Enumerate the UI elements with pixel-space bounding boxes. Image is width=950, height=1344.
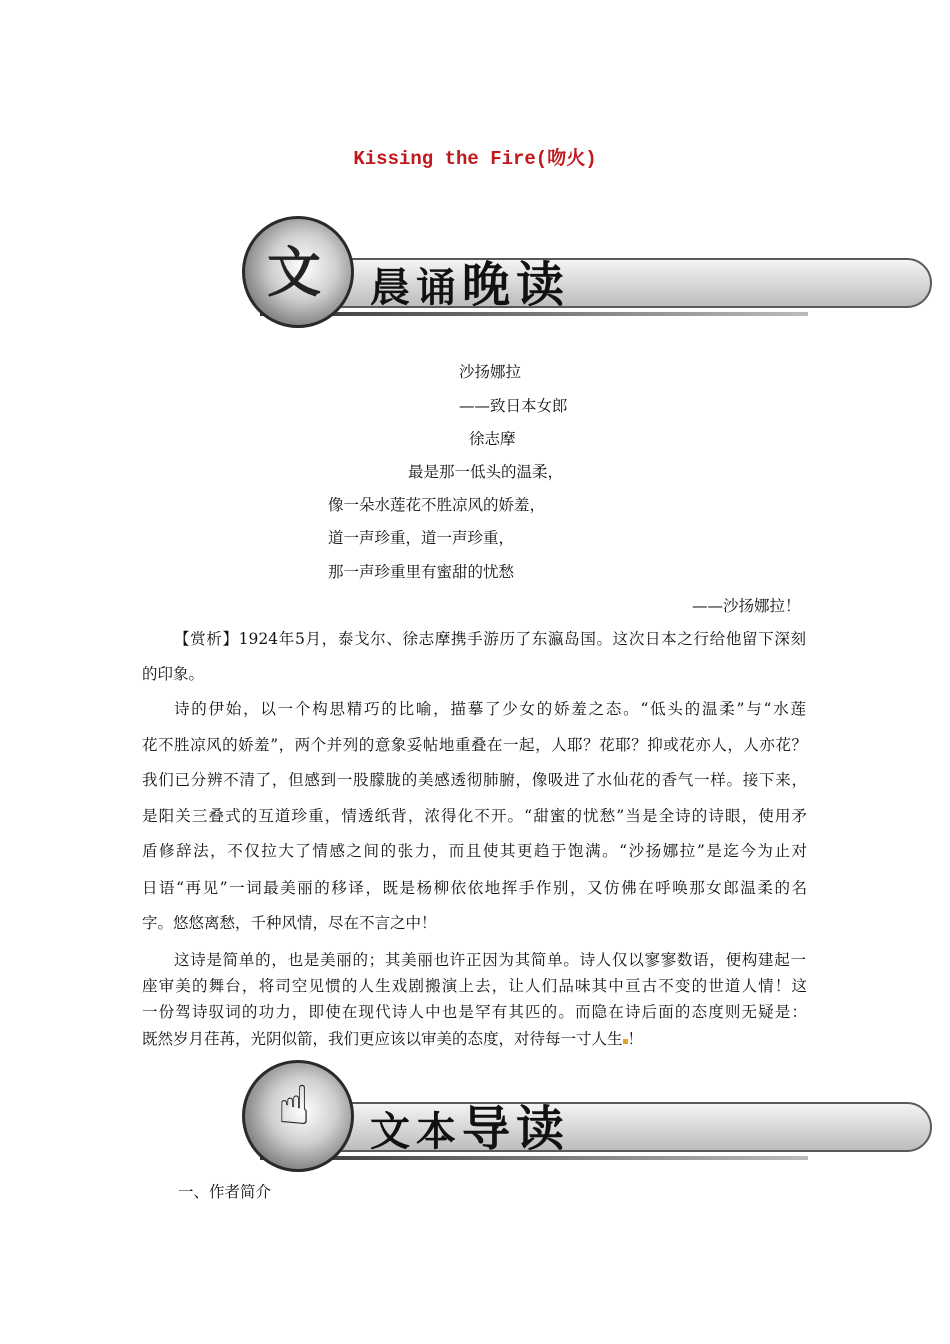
poem-subtitle: ——致日本女郎 xyxy=(459,397,568,415)
paragraph-line: 的印象。 xyxy=(142,665,205,683)
paragraph-line: 既然岁月荏苒，光阴似箭，我们更应该以审美的态度，对待每一寸人生 ！ xyxy=(142,1030,644,1048)
section-banner-text-guide xyxy=(240,1060,810,1170)
paragraph-line: 一份驾诗驭词的功力，即使在现代诗人中也是罕有其匹的。而隐在诗后面的态度则无疑是： xyxy=(142,1003,807,1021)
poem-line: 道一声珍重，道一声珍重， xyxy=(328,529,515,547)
poem-title: 沙扬娜拉 xyxy=(459,363,522,381)
section-banner-morning-reading xyxy=(240,216,810,326)
section-heading: 一、作者简介 xyxy=(178,1183,272,1201)
poem-line: 最是那一低头的温柔， xyxy=(408,463,564,481)
paragraph-line: 盾修辞法，不仅拉大了情感之间的张力，而且使其更趋于饱满。“沙扬娜拉”是迄今为止对 xyxy=(142,842,807,860)
poem-line: 那一声珍重里有蜜甜的忧愁 xyxy=(328,563,515,581)
paragraph-line: 【赏析】1924年5月，泰戈尔、徐志摩携手游历了东瀛岛国。这次日本之行给他留下深刻 xyxy=(174,630,806,648)
paragraph-line: 我们已分辨不清了，但感到一股朦胧的美感透彻肺腑，像吸进了水仙花的香气一样。接下来， xyxy=(142,771,807,789)
poem-author: 徐志摩 xyxy=(469,430,516,448)
page-title: Kissing the Fire(吻火) xyxy=(353,148,597,170)
paragraph-line: 日语“再见”一词最美丽的移译，既是杨柳依依地挥手作别，又仿佛在呼唤那女郎温柔的名 xyxy=(142,879,807,897)
paragraph-line: 字。悠悠离愁，千种风情，尽在不言之中！ xyxy=(142,914,437,932)
poem-ending: ——沙扬娜拉！ xyxy=(692,597,801,615)
calligraphy-icon: 文 xyxy=(267,241,321,304)
paragraph-line: 花不胜凉风的娇羞”，两个并列的意象妥帖地重叠在一起，人耶？花耶？抑或花亦人，人亦花？ xyxy=(142,736,807,754)
paragraph-line: 这诗是简单的，也是美丽的；其美丽也许正因为其简单。诗人仅以寥寥数语，便构建起一 xyxy=(174,951,806,969)
paragraph-line: 是阳关三叠式的互道珍重，情透纸背，浓得化不开。“甜蜜的忧愁”当是全诗的诗眼，使用矛 xyxy=(142,807,807,825)
hand-pointing-icon: ☝ xyxy=(277,1074,311,1137)
banner-label: 晨诵晚读 xyxy=(370,257,571,313)
paragraph-line: 座审美的舞台，将司空见惯的人生戏剧搬演上去，让人们品味其中亘古不变的世道人情！这 xyxy=(142,977,807,995)
poem-line: 像一朵水莲花不胜凉风的娇羞， xyxy=(328,496,546,514)
paragraph-line: 诗的伊始，以一个构思精巧的比喻，描摹了少女的娇羞之态。“低头的温柔”与“水莲 xyxy=(174,700,806,718)
banner-label: 文本导读 xyxy=(370,1101,571,1157)
